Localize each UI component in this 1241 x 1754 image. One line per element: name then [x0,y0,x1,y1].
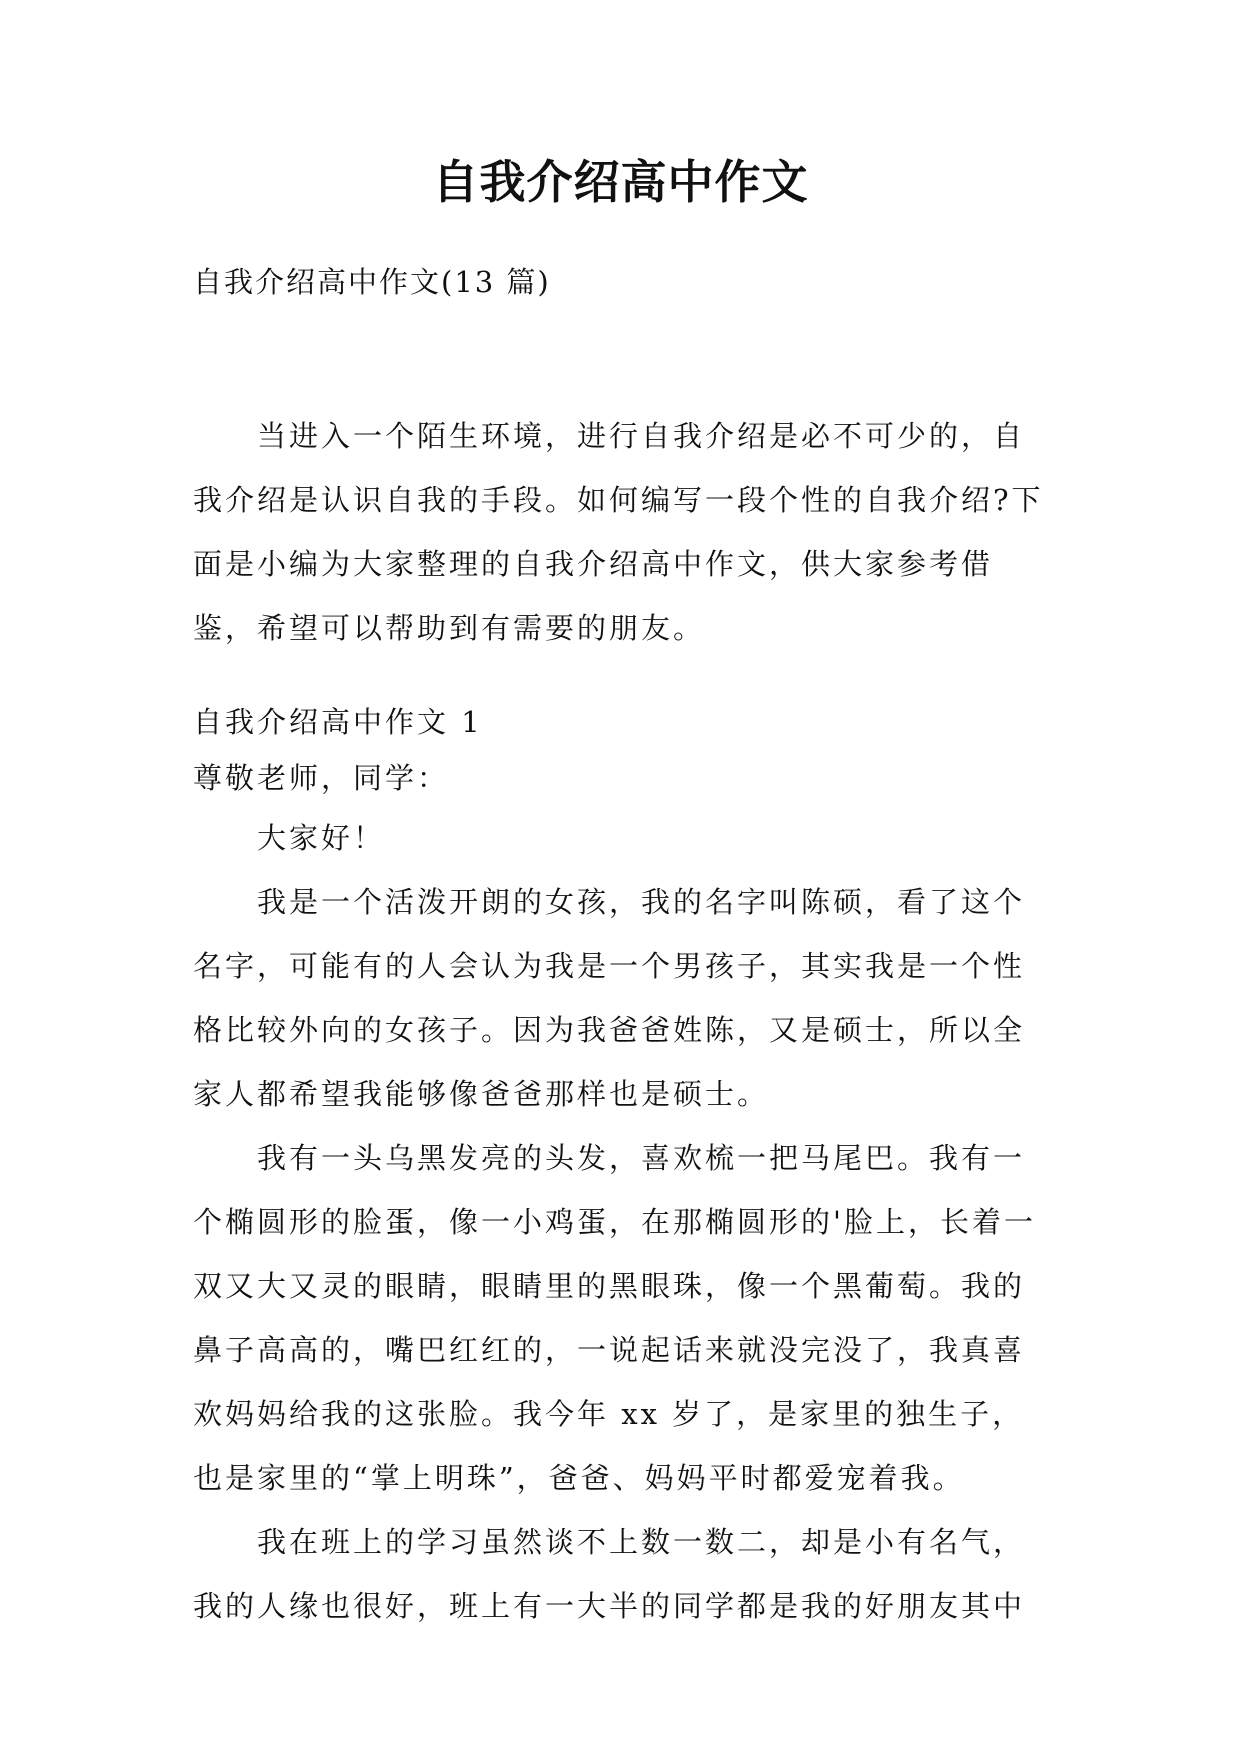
article-heading: 自我介绍高中作文 1 [193,705,483,739]
document-title: 自我介绍高中作文 [432,155,809,209]
article-paragraph: 我有一头乌黑发亮的头发，喜欢梳一把马尾巴。我有一个椭圆形的脸蛋，像一小鸡蛋，在那椭圆形的'脸上，长着一双又大又灵的眼睛，眼睛里的黑眼珠，像一个黑葡萄。我的鼻子高高的，嘴巴红红的，一说起话来就没完没了，我真喜欢妈妈给我的这张脸。我今年 xx 岁了，是家里的独生子，也是家里的“掌上明珠”，爸爸、妈妈平时都爱宠着我。 [193,1141,1036,1495]
document-subtitle: 自我介绍高中作文(13 篇) [193,265,551,299]
article-paragraph: 我在班上的学习虽然谈不上数一数二，却是小有名气，我的人缘也很好，班上有一大半的同学都是我的好朋友其中 [193,1525,1026,1623]
article-paragraph: 我是一个活泼开朗的女孩，我的名字叫陈硕，看了这个名字，可能有的人会认为我是一个男孩子，其实我是一个性格比较外向的女孩子。因为我爸爸姓陈，又是硕士，所以全家人都希望我能够像爸爸那样也是硕士。 [193,885,1026,1111]
article-section [193,694,1053,1638]
article-greeting: 尊敬老师，同学： [193,761,450,795]
article-hello: 大家好！ [257,821,386,855]
intro-paragraph: 当进入一个陌生环境，进行自我介绍是必不可少的，自我介绍是认识自我的手段。如何编写一段个性的自我介绍?下面是小编为大家整理的自我介绍高中作文，供大家参考借鉴，希望可以帮助到有需要的朋友。 [193,419,1044,645]
